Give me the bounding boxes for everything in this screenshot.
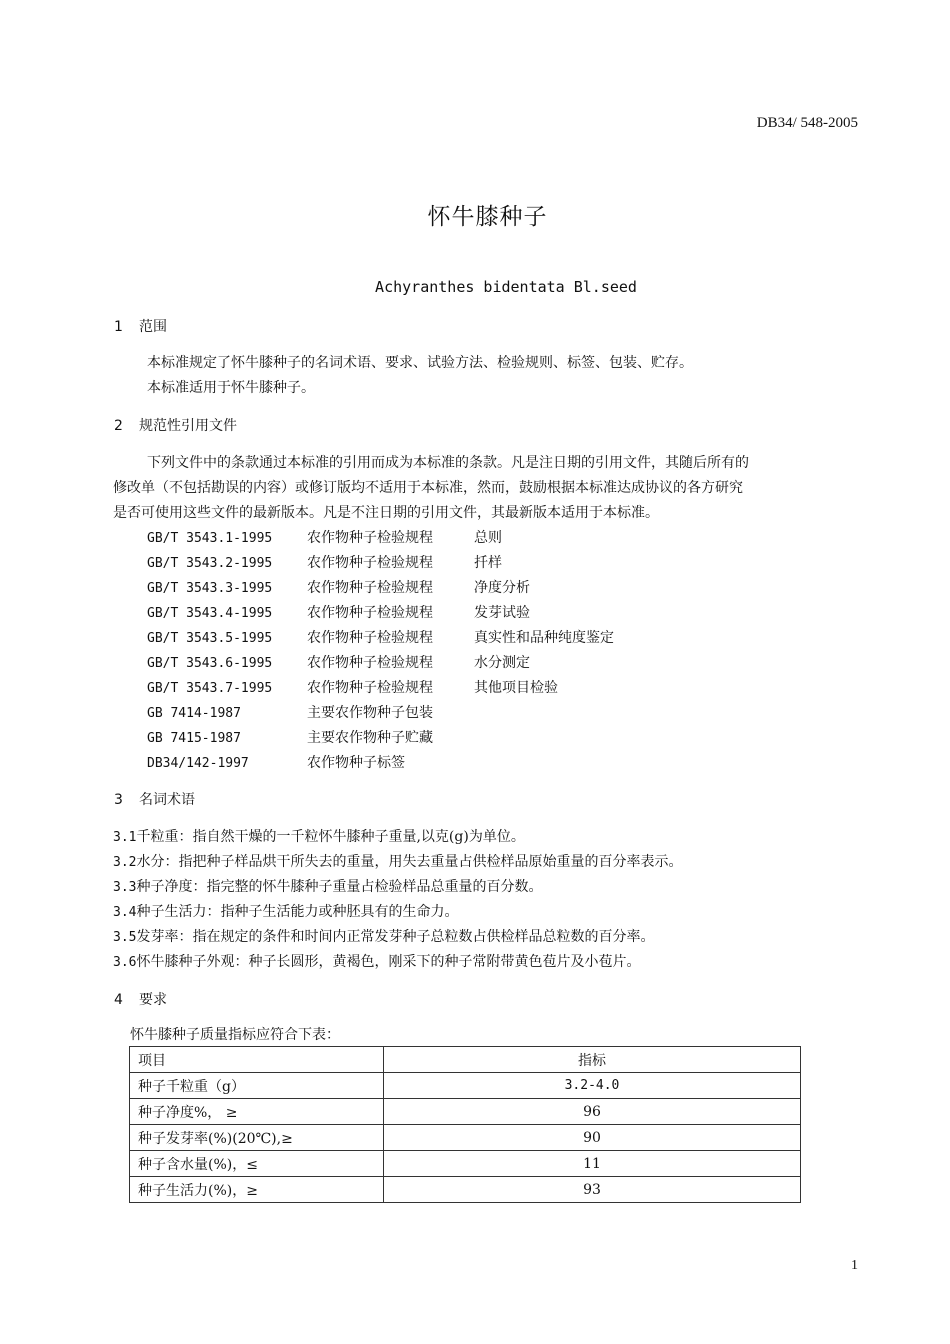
reference-title: 农作物种子检验规程 [307, 655, 433, 671]
definition-text: 怀牛膝种子外观：种子长圆形，黄褐色，刚采下的种子常附带黄色苞片及小苞片。 [136, 954, 641, 970]
reference-item [147, 552, 847, 577]
definition-item [113, 926, 682, 951]
reference-code: GB 7415-1987 [147, 731, 241, 746]
definition-number: 3.5 [113, 930, 137, 945]
reference-part: 水分测定 [474, 655, 530, 671]
definition-number: 3.4 [113, 905, 137, 920]
definition-item [113, 826, 682, 851]
definition-number: 3.6 [113, 955, 137, 970]
latin-subtitle: Achyranthes bidentata Bl.seed [375, 278, 637, 296]
reference-part: 其他项目检验 [474, 680, 558, 696]
reference-item [147, 577, 847, 602]
row-value: 11 [384, 1151, 801, 1177]
definition-text: 发芽率：指在规定的条件和时间内正常发芽种子总粒数占供检样品总粒数的百分率。 [136, 929, 655, 945]
references-intro-line-2: 修改单（不包括勘误的内容）或修订版均不适用于本标准，然而，鼓励根据本标准达成协议的各方研究 [113, 480, 743, 496]
definition-item [113, 851, 682, 876]
section-number: 2 [114, 418, 123, 434]
row-item: 种子净度%， ≥ [130, 1099, 384, 1125]
reference-item [147, 527, 847, 552]
reference-title: 农作物种子检验规程 [307, 580, 433, 596]
section-2-heading [114, 415, 237, 435]
table-row [130, 1177, 801, 1203]
definition-number: 3.3 [113, 880, 137, 895]
table-caption: 怀牛膝种子质量指标应符合下表： [130, 1027, 340, 1043]
header-value: 指标 [384, 1047, 801, 1073]
reference-title: 农作物种子检验规程 [307, 530, 433, 546]
reference-item [147, 652, 847, 677]
reference-code: GB/T 3543.2-1995 [147, 556, 273, 571]
section-title: 名词术语 [139, 792, 195, 808]
section-number: 1 [114, 319, 123, 335]
reference-code: GB/T 3543.5-1995 [147, 631, 273, 646]
reference-list [147, 527, 847, 777]
reference-code: GB 7414-1987 [147, 706, 241, 721]
reference-title: 主要农作物种子包装 [307, 705, 433, 721]
table-row [130, 1099, 801, 1125]
table-header-row [130, 1047, 801, 1073]
section-title: 规范性引用文件 [139, 418, 237, 434]
reference-title: 农作物种子检验规程 [307, 605, 433, 621]
section-3-heading [114, 789, 195, 809]
section-title: 范围 [139, 319, 167, 335]
references-intro-line-3: 是否可使用这些文件的最新版本。凡是不注日期的引用文件，其最新版本适用于本标准。 [113, 505, 659, 521]
row-value: 96 [384, 1099, 801, 1125]
section-4-heading [114, 989, 167, 1009]
definition-item [113, 951, 682, 976]
row-item: 种子生活力(%)，≥ [130, 1177, 384, 1203]
reference-item [147, 627, 847, 652]
reference-item [147, 602, 847, 627]
definition-text: 千粒重：指自然干燥的一千粒怀牛膝种子重量,以克(g)为单位。 [136, 829, 525, 845]
section-number: 3 [114, 792, 123, 808]
definition-item [113, 876, 682, 901]
reference-item [147, 752, 847, 777]
scope-paragraph-1: 本标准规定了怀牛膝种子的名词术语、要求、试验方法、检验规则、标签、包装、贮存。 [147, 355, 693, 371]
reference-item [147, 702, 847, 727]
reference-code: GB/T 3543.4-1995 [147, 606, 273, 621]
reference-title: 农作物种子标签 [307, 755, 405, 771]
reference-part: 总则 [474, 530, 502, 546]
page-number: 1 [851, 1258, 858, 1273]
reference-title: 主要农作物种子贮藏 [307, 730, 433, 746]
row-item: 种子含水量(%)，≤ [130, 1151, 384, 1177]
reference-code: GB/T 3543.7-1995 [147, 681, 273, 696]
table-row [130, 1125, 801, 1151]
header-item: 项目 [130, 1047, 384, 1073]
reference-title: 农作物种子检验规程 [307, 555, 433, 571]
definition-number: 3.1 [113, 830, 137, 845]
row-value: 3.2-4.0 [384, 1073, 801, 1099]
reference-item [147, 727, 847, 752]
document-title: 怀牛膝种子 [427, 204, 548, 230]
section-1-heading [114, 316, 167, 336]
reference-part: 真实性和品种纯度鉴定 [474, 630, 614, 646]
table-row [130, 1073, 801, 1099]
reference-code: GB/T 3543.1-1995 [147, 531, 273, 546]
section-number: 4 [114, 992, 123, 1008]
definition-text: 水分：指把种子样品烘干所失去的重量，用失去重量占供检样品原始重量的百分率表示。 [136, 854, 683, 870]
references-intro-line-1: 下列文件中的条款通过本标准的引用而成为本标准的条款。凡是注日期的引用文件，其随后所有的 [147, 455, 749, 471]
definition-text: 种子生活力：指种子生活能力或种胚具有的生命力。 [136, 904, 459, 920]
reference-code: GB/T 3543.6-1995 [147, 656, 273, 671]
table-row [130, 1151, 801, 1177]
row-value: 90 [384, 1125, 801, 1151]
row-item: 种子千粒重（g） [130, 1073, 384, 1099]
quality-table [129, 1046, 801, 1203]
reference-part: 净度分析 [474, 580, 530, 596]
scope-paragraph-2: 本标准适用于怀牛膝种子。 [147, 380, 315, 396]
reference-part: 发芽试验 [474, 605, 530, 621]
row-item: 种子发芽率(%)(20℃),≥ [130, 1125, 384, 1151]
document-code: DB34/ 548-2005 [756, 115, 858, 131]
reference-part: 扦样 [474, 555, 502, 571]
reference-title: 农作物种子检验规程 [307, 680, 433, 696]
reference-item [147, 677, 847, 702]
reference-code: GB/T 3543.3-1995 [147, 581, 273, 596]
row-value: 93 [384, 1177, 801, 1203]
definition-number: 3.2 [113, 855, 137, 870]
reference-title: 农作物种子检验规程 [307, 630, 433, 646]
definition-item [113, 901, 682, 926]
reference-code: DB34/142-1997 [147, 756, 249, 771]
section-title: 要求 [139, 992, 167, 1008]
definition-text: 种子净度：指完整的怀牛膝种子重量占检验样品总重量的百分数。 [136, 879, 543, 895]
definitions-list [113, 826, 682, 976]
